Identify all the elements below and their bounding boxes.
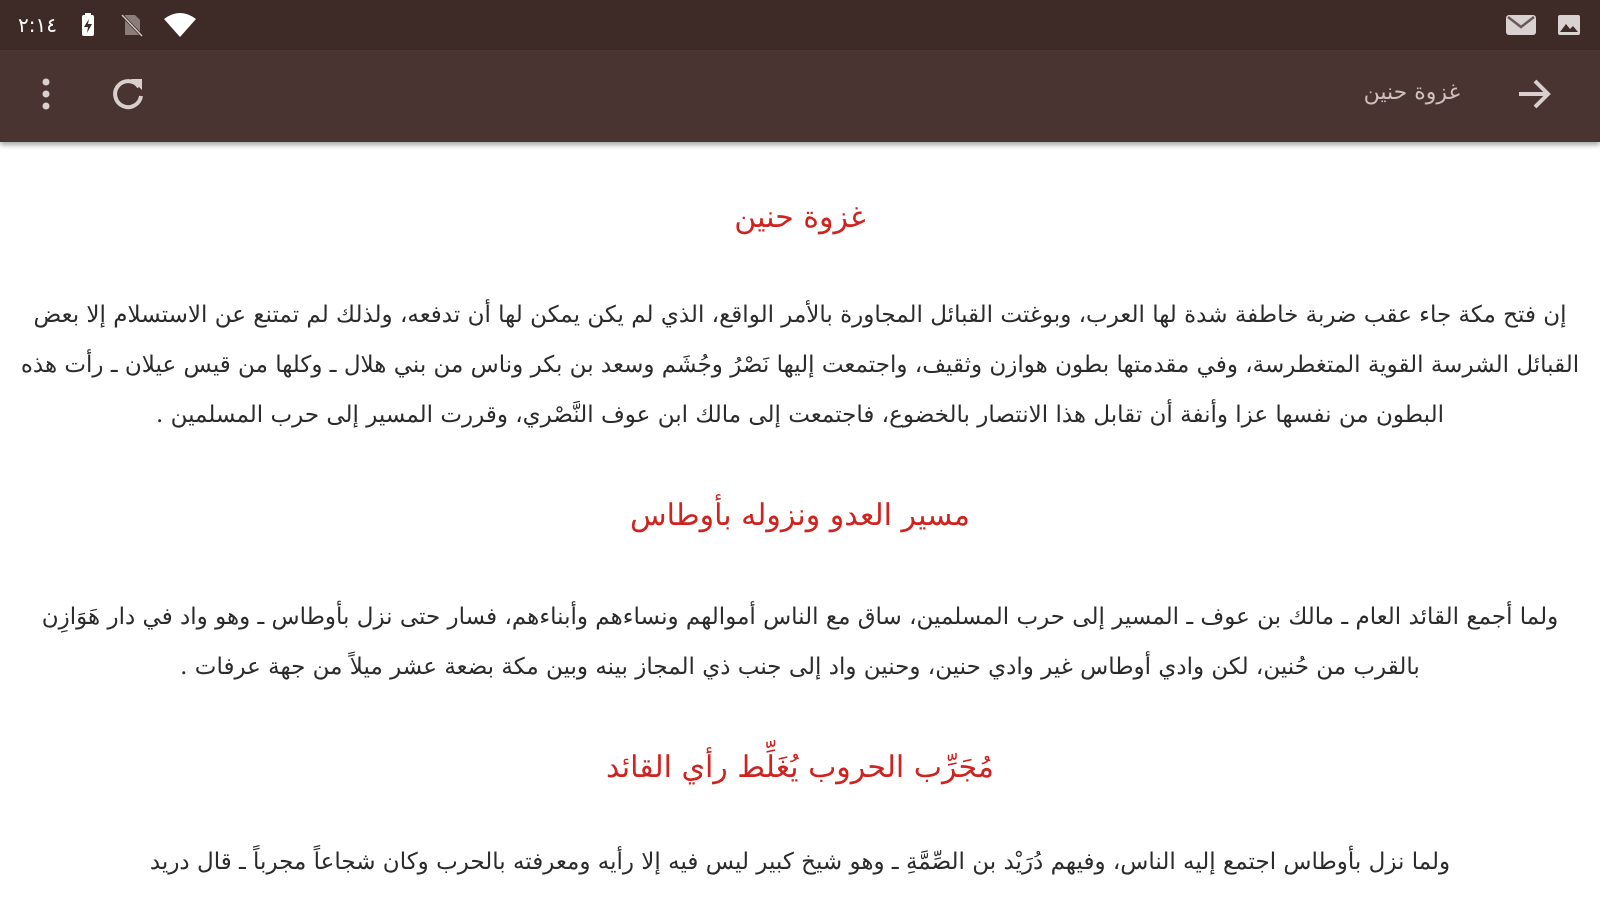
- status-bar-left: [18, 8, 197, 42]
- gmail-icon: [1504, 12, 1538, 38]
- image-notification-icon: [1556, 12, 1582, 38]
- battery-icon: [75, 12, 101, 38]
- back-button[interactable]: [1508, 72, 1560, 120]
- app-bar: [0, 50, 1600, 142]
- back-arrow-icon: [1515, 75, 1553, 117]
- status-bar: [0, 0, 1600, 50]
- refresh-button[interactable]: [102, 72, 154, 120]
- no-sim-icon: [119, 12, 145, 38]
- section-body-enemy-march: ولما أجمع القائد العام ـ مالك بن عوف ـ المسير إلى حرب المسلمين، ساق مع الناس أموالهم ونساءهم وأبناءهم، فسار حتى نزل بأوطاس ـ وهو واد في دار هَوَازِن بالقرب من حُنين، لكن وادي أوطاس غير وادي حنين، وحنين واد إلى جنب ذي المجاز بينه وبين مكة بضعة عشر ميلاً من جهة عرفات .: [41, 604, 1559, 680]
- overflow-menu-icon: [40, 76, 52, 116]
- wifi-icon: [163, 12, 197, 38]
- refresh-icon: [109, 75, 147, 117]
- status-bar-right: [1504, 8, 1582, 42]
- section-body-hunayn: إن فتح مكة جاء عقب ضربة خاطفة شدة لها العرب، وبوغتت القبائل المجاورة بالأمر الواقع، الذي لم يكن يمكن لها أن تدفعه، ولذلك لم تمتنع عن الاستسلام إلا بعض القبائل الشرسة القوية المتغطرسة، وفي مقدمتها بطون هوازن وثقيف، واجتمعت إليها نَصْرُ وجُشَم وسعد بن بكر وناس من بني هلال ـ وكلها من قيس عيلان ـ رأت هذه البطون من نفسها عزا وأنفة أن تقابل هذا الانتصار بالخضوع، فاجتمعت إلى مالك ابن عوف النَّصْري، وقررت المسير إلى حرب المسلمين .: [20, 302, 1580, 428]
- status-time: ٢:١٤: [18, 13, 57, 37]
- section-heading-war-veteran: مُجَرِّب الحروب يُغَلِّط رأي القائد: [606, 750, 994, 785]
- section-heading-enemy-march: مسير العدو ونزوله بأوطاس: [630, 498, 970, 533]
- article-content[interactable]: [0, 142, 1600, 900]
- section-body-war-veteran: ولما نزل بأوطاس اجتمع إليه الناس، وفيهم دُرَيْد بن الصِّمَّةِ ـ وهو شيخ كبير ليس فيه إلا رأيه ومعرفته بالحرب وكان شجاعاً مجرباً ـ قال دريد: [149, 849, 1451, 875]
- overflow-menu-button[interactable]: [24, 72, 68, 120]
- section-heading-hunayn: غزوة حنين: [734, 200, 866, 235]
- app-bar-title: غزوة حنين: [1363, 80, 1460, 105]
